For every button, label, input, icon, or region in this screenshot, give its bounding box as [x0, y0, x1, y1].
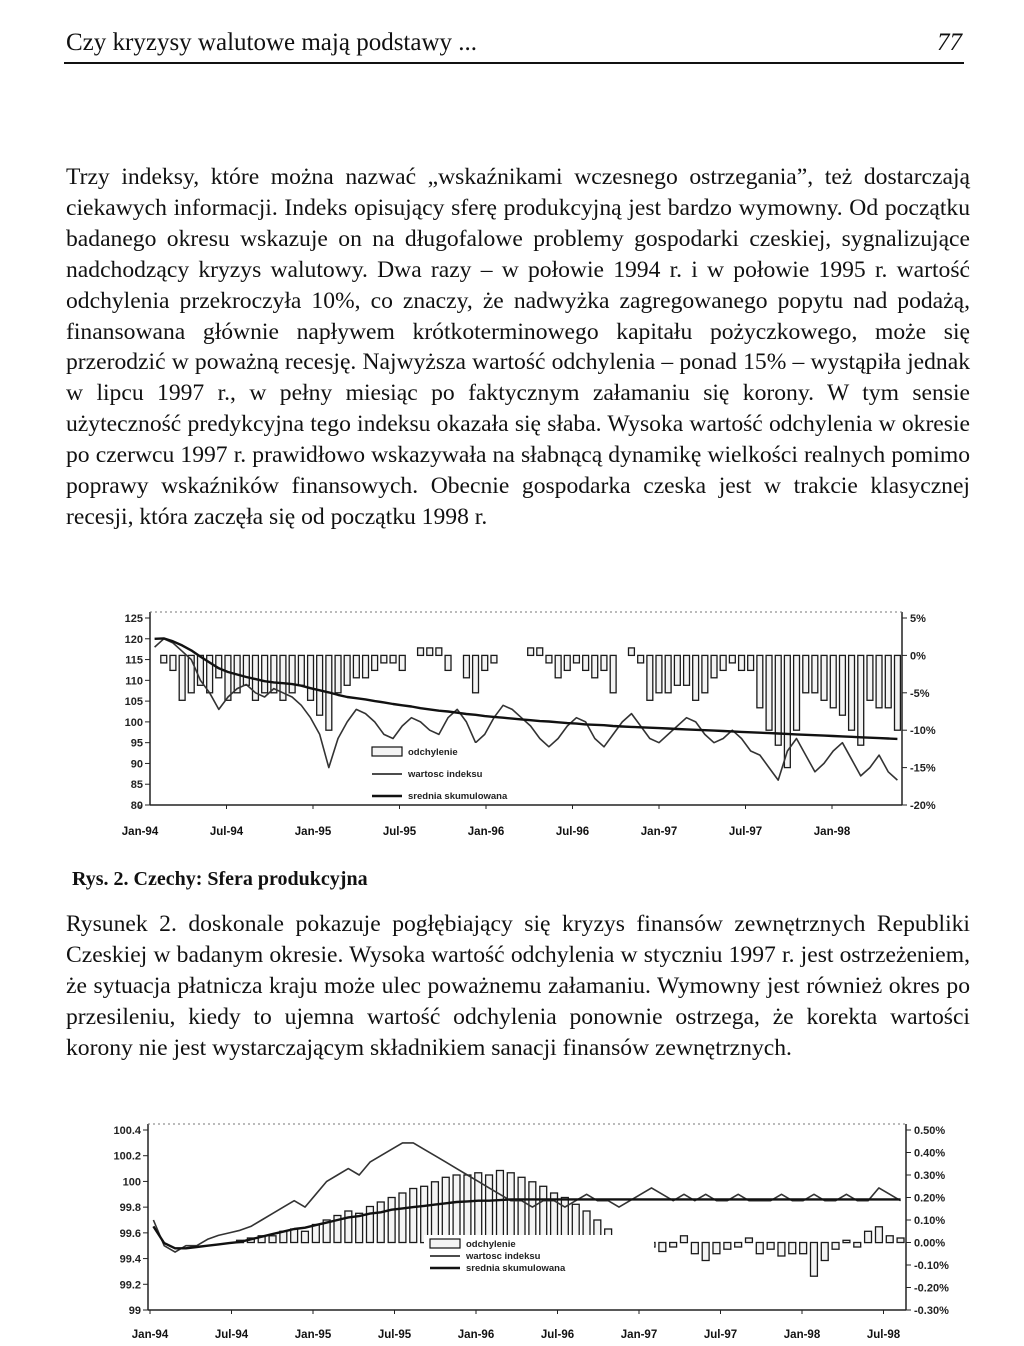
- c1-bar-odchylenie: [812, 655, 818, 692]
- c2-bar-odchylenie: [464, 1175, 471, 1243]
- c1-bar-odchylenie: [262, 655, 268, 692]
- c2-bar-odchylenie: [691, 1243, 698, 1254]
- c2-left-tick-label: 100.2: [113, 1150, 141, 1163]
- c2-left-tick-label: 99: [128, 1305, 141, 1317]
- c1-bar-odchylenie: [335, 655, 341, 692]
- c2-bar-odchylenie: [681, 1236, 688, 1243]
- c1-bar-odchylenie: [693, 655, 699, 700]
- c2-bar-odchylenie: [388, 1198, 395, 1243]
- c1-bar-odchylenie: [381, 655, 387, 663]
- c2-left-tick-label: 99.8: [119, 1202, 141, 1215]
- c2-bar-odchylenie: [367, 1207, 374, 1243]
- c2-bar-odchylenie: [507, 1173, 514, 1243]
- c1-bar-odchylenie: [445, 655, 451, 670]
- c2-legend-label: wartosc indeksu: [466, 1251, 541, 1262]
- c2-bar-odchylenie: [897, 1238, 904, 1243]
- c1-bar-odchylenie: [399, 655, 405, 670]
- c1-x-tick-label: Jan-96: [467, 826, 505, 838]
- c2-x-tick-label: Jan-98: [783, 1329, 821, 1341]
- c1-bar-odchylenie: [390, 655, 396, 663]
- c1-bar-odchylenie: [775, 655, 781, 745]
- c1-bar-odchylenie: [711, 655, 717, 677]
- c2-bar-odchylenie: [410, 1189, 417, 1243]
- c2-x-tick-label: Jul-97: [703, 1329, 738, 1341]
- c2-bar-odchylenie: [302, 1231, 309, 1242]
- c2-bar-odchylenie: [778, 1243, 785, 1257]
- c1-bar-odchylenie: [583, 655, 589, 670]
- c2-bar-odchylenie: [377, 1202, 384, 1243]
- c1-legend-swatch-bar: [372, 747, 402, 756]
- c2-x-tick-label: Jan-96: [457, 1329, 495, 1341]
- c1-bar-odchylenie: [638, 655, 644, 663]
- c1-bar-odchylenie: [546, 655, 552, 663]
- c2-x-tick-label: Jan-97: [620, 1329, 658, 1341]
- c2-left-tick-label: 99.4: [119, 1253, 141, 1266]
- c1-bar-odchylenie: [830, 655, 836, 707]
- c1-bar-odchylenie: [601, 655, 607, 670]
- c1-right-tick-label: -5%: [910, 687, 930, 700]
- c2-right-tick-label: 0.00%: [914, 1237, 946, 1250]
- c1-bar-odchylenie: [308, 655, 314, 700]
- c1-bar-odchylenie: [674, 655, 680, 685]
- c2-bar-odchylenie: [540, 1186, 547, 1242]
- c1-bar-odchylenie: [629, 648, 635, 656]
- c2-legend-label: srednia skumulowana: [466, 1263, 566, 1274]
- c2-bar-odchylenie: [529, 1182, 536, 1243]
- c1-bar-odchylenie: [317, 655, 323, 715]
- c2-x-tick-label: Jul-94: [214, 1329, 249, 1341]
- c2-right-tick-label: 0.40%: [914, 1147, 946, 1160]
- c2-bar-odchylenie: [670, 1243, 677, 1248]
- c2-bar-odchylenie: [442, 1177, 449, 1242]
- c1-legend-label: odchylenie: [408, 747, 458, 758]
- c1-bar-odchylenie: [684, 655, 690, 685]
- c2-bar-odchylenie: [724, 1243, 731, 1250]
- c2-bar-odchylenie: [421, 1186, 428, 1242]
- c2-bar-odchylenie: [659, 1243, 666, 1252]
- c1-bar-odchylenie: [528, 648, 534, 656]
- c1-bar-odchylenie: [353, 655, 359, 677]
- c1-legend-label: srednia skumulowana: [408, 791, 508, 802]
- c1-bar-odchylenie: [849, 655, 855, 730]
- c1-left-tick-label: 85: [130, 779, 143, 792]
- c2-bar-odchylenie: [399, 1193, 406, 1243]
- c2-bar-odchylenie: [767, 1243, 774, 1250]
- chapter-title: Czy kryzysy walutowe mają podstawy ...: [66, 29, 478, 56]
- c1-bar-odchylenie: [243, 655, 249, 685]
- c2-bar-odchylenie: [886, 1236, 893, 1243]
- c1-right-tick-label: -15%: [910, 762, 936, 775]
- c2-bar-odchylenie: [800, 1243, 807, 1254]
- c1-left-tick-label: 110: [125, 675, 143, 688]
- c1-bar-odchylenie: [757, 655, 763, 707]
- c2-right-tick-label: 0.50%: [914, 1125, 946, 1137]
- c2-left-tick-label: 100: [122, 1176, 141, 1189]
- c2-bar-odchylenie: [432, 1182, 439, 1243]
- page-number: 77: [937, 29, 962, 56]
- c1-bar-odchylenie: [702, 655, 708, 692]
- c1-bar-odchylenie: [418, 648, 424, 656]
- c1-right-tick-label: -20%: [910, 800, 936, 812]
- c1-x-tick-label: Jul-95: [382, 826, 417, 838]
- c2-bar-odchylenie: [713, 1243, 720, 1254]
- c2-bar-odchylenie: [702, 1243, 709, 1261]
- c1-bar-odchylenie: [298, 655, 304, 685]
- c1-bar-odchylenie: [170, 655, 176, 670]
- c2-bar-odchylenie: [756, 1243, 763, 1254]
- c2-legend-swatch-bar: [430, 1239, 460, 1248]
- c2-left-tick-label: 99.2: [119, 1279, 141, 1292]
- c2-bar-odchylenie: [811, 1243, 818, 1277]
- c1-bar-odchylenie: [729, 655, 735, 663]
- c2-x-tick-label: Jul-95: [377, 1329, 412, 1341]
- c1-bar-odchylenie: [427, 648, 433, 656]
- c1-bar-odchylenie: [491, 655, 497, 663]
- c1-bar-odchylenie: [574, 655, 580, 663]
- c2-bar-odchylenie: [497, 1171, 504, 1243]
- c1-bar-odchylenie: [876, 655, 882, 707]
- c1-left-tick-label: 105: [124, 696, 143, 709]
- c1-bar-odchylenie: [794, 655, 800, 730]
- c2-bar-odchylenie: [356, 1213, 363, 1242]
- c2-x-tick-label: Jan-95: [294, 1329, 332, 1341]
- c2-right-tick-label: 0.30%: [914, 1170, 946, 1182]
- c2-left-tick-label: 100.4: [113, 1125, 141, 1137]
- chart-production-sphere: [0, 600, 1024, 850]
- c1-bar-odchylenie: [766, 655, 772, 730]
- c1-x-tick-label: Jan-95: [294, 826, 332, 838]
- c1-bar-odchylenie: [482, 655, 488, 670]
- c1-bar-odchylenie: [464, 655, 470, 677]
- running-head: [64, 26, 964, 64]
- c1-x-tick-label: Jul-96: [555, 826, 590, 838]
- c1-bar-odchylenie: [840, 655, 846, 715]
- c2-right-tick-label: -0.10%: [914, 1260, 949, 1272]
- c2-x-tick-label: Jul-96: [540, 1329, 575, 1341]
- c2-bar-odchylenie: [832, 1243, 839, 1250]
- c1-right-tick-label: 5%: [910, 613, 926, 625]
- c2-bar-odchylenie: [789, 1243, 796, 1254]
- c1-x-tick-label: Jan-97: [640, 826, 678, 838]
- c2-bar-odchylenie: [821, 1243, 828, 1261]
- c2-bar-odchylenie: [518, 1177, 525, 1242]
- c1-left-tick-label: 90: [130, 758, 143, 771]
- body-paragraph-1: Trzy indeksy, które można nazwać „wskaźnikami wczesnego ostrzegania”, też dostarczają ciekawych informacji. Indeks opisujący sferę produkcyjną jest bardzo wymowny. Od początku badanego okresu wskazuje on na długofalowe problemy gospodarki czeskiej, sygnalizujące nadchodzący kryzys walutowy. Dwa razy – w połowie 1994 r. i w połowie 1995 r. wartość odchylenia przekroczyła 10%, co znaczy, że nadwyżka zagregowanego popytu nad podażą, finansowana głównie napływem krótkoterminowego kapitału pożyczkowego, może się przerodzić w poważną recesję. Najwyższa wartość odchylenia – ponad 15% – wystąpiła jednak w lipcu 1997 r., w pełny miesiąc po faktycznym załamaniu się korony. W tym sensie użyteczność predykcyjna tego indeksu okazała się słaba. Wysoka wartość odchylenia w okresie po czerwcu 1997 r. prawidłowo wskazywała na słabnącą dynamikę wielkości realnych pomimo poprawy wskaźników finansowych. Obecnie gospodarka czeska jest w trakcie klasycznej recesji, która zaczęła się od początku 1998 r.: [66, 164, 970, 530]
- c1-bar-odchylenie: [803, 655, 809, 692]
- c1-right-tick-label: 0%: [910, 650, 926, 663]
- c1-bar-odchylenie: [739, 655, 745, 670]
- c1-bar-odchylenie: [344, 655, 350, 685]
- c2-bar-odchylenie: [269, 1236, 276, 1243]
- c1-bar-odchylenie: [647, 655, 653, 700]
- c1-bar-odchylenie: [720, 655, 726, 670]
- c1-bar-odchylenie: [656, 655, 662, 692]
- c2-right-tick-label: -0.20%: [914, 1282, 949, 1295]
- c2-x-tick-label: Jul-98: [866, 1329, 901, 1341]
- c1-bar-odchylenie: [555, 655, 561, 677]
- c1-bar-odchylenie: [821, 655, 827, 700]
- c1-bar-odchylenie: [473, 655, 479, 692]
- c1-left-tick-label: 115: [125, 654, 143, 667]
- c1-bar-odchylenie: [289, 655, 295, 692]
- c2-bar-odchylenie: [345, 1211, 352, 1243]
- body-paragraph-2: Rysunek 2. doskonale pokazuje pogłębiający się kryzys finansów zewnętrznych Republiki Czeskiej w badanym okresie. Wysoka wartość odchylenia w styczniu 1997 r. jest ostrzeżeniem, że sytuacja płatnicza kraju może ulec poważnemu załamaniu. Wymowny jest również okres po przesileniu, kiedy to ujemna wartość odchylenia ponownie ostrzega, że korekta wartości korony nie jest wystarczającym składnikiem sanacji finansów zewnętrznych.: [66, 911, 970, 1061]
- c2-bar-odchylenie: [843, 1240, 850, 1242]
- c1-bar-odchylenie: [271, 655, 277, 692]
- c2-legend-label: odchylenie: [466, 1239, 516, 1250]
- c1-x-tick-label: Jan-94: [121, 826, 159, 838]
- c1-bar-odchylenie: [858, 655, 864, 745]
- chart-external-finance: [0, 1116, 1024, 1344]
- c1-bar-odchylenie: [436, 648, 442, 656]
- c1-right-tick-label: -10%: [910, 725, 936, 738]
- c2-bar-odchylenie: [291, 1229, 298, 1243]
- c1-left-tick-label: 125: [124, 613, 143, 625]
- c1-bar-odchylenie: [895, 655, 901, 730]
- c1-x-tick-label: Jan-98: [813, 826, 851, 838]
- c1-bar-odchylenie: [885, 655, 891, 707]
- c2-right-tick-label: -0.30%: [914, 1305, 949, 1317]
- figure-caption: Rys. 2. Czechy: Sfera produkcyjna: [72, 868, 368, 890]
- c1-bar-odchylenie: [537, 648, 543, 656]
- c1-bar-odchylenie: [592, 655, 598, 677]
- c1-bar-odchylenie: [564, 655, 570, 670]
- c2-bar-odchylenie: [486, 1175, 493, 1243]
- c1-bar-odchylenie: [363, 655, 369, 677]
- c2-bar-odchylenie: [746, 1238, 753, 1243]
- c1-bar-odchylenie: [372, 655, 378, 670]
- c1-bar-odchylenie: [748, 655, 754, 670]
- c1-left-tick-label: 120: [124, 633, 143, 646]
- c1-x-tick-label: Jul-97: [728, 826, 763, 838]
- c1-bar-odchylenie: [665, 655, 671, 692]
- c1-left-tick-label: 80: [130, 800, 143, 812]
- c2-bar-odchylenie: [453, 1175, 460, 1243]
- c2-bar-odchylenie: [876, 1227, 883, 1243]
- c1-bar-odchylenie: [161, 655, 167, 663]
- c2-bar-odchylenie: [735, 1243, 742, 1248]
- c1-bar-odchylenie: [225, 655, 231, 700]
- c1-left-tick-label: 100: [124, 716, 143, 729]
- c2-bar-odchylenie: [854, 1243, 861, 1248]
- c1-bar-odchylenie: [610, 655, 616, 692]
- c1-bar-odchylenie: [867, 655, 873, 700]
- c1-legend-label: wartosc indeksu: [408, 769, 483, 780]
- c2-left-tick-label: 99.6: [119, 1227, 141, 1240]
- c2-x-tick-label: Jan-94: [131, 1329, 169, 1341]
- c1-bar-odchylenie: [179, 655, 185, 700]
- c1-x-tick-label: Jul-94: [209, 826, 244, 838]
- c1-left-tick-label: 95: [130, 737, 143, 750]
- c2-right-tick-label: 0.10%: [914, 1215, 946, 1227]
- c2-right-tick-label: 0.20%: [914, 1192, 946, 1205]
- c2-bar-odchylenie: [312, 1225, 319, 1243]
- c2-bar-odchylenie: [865, 1231, 872, 1242]
